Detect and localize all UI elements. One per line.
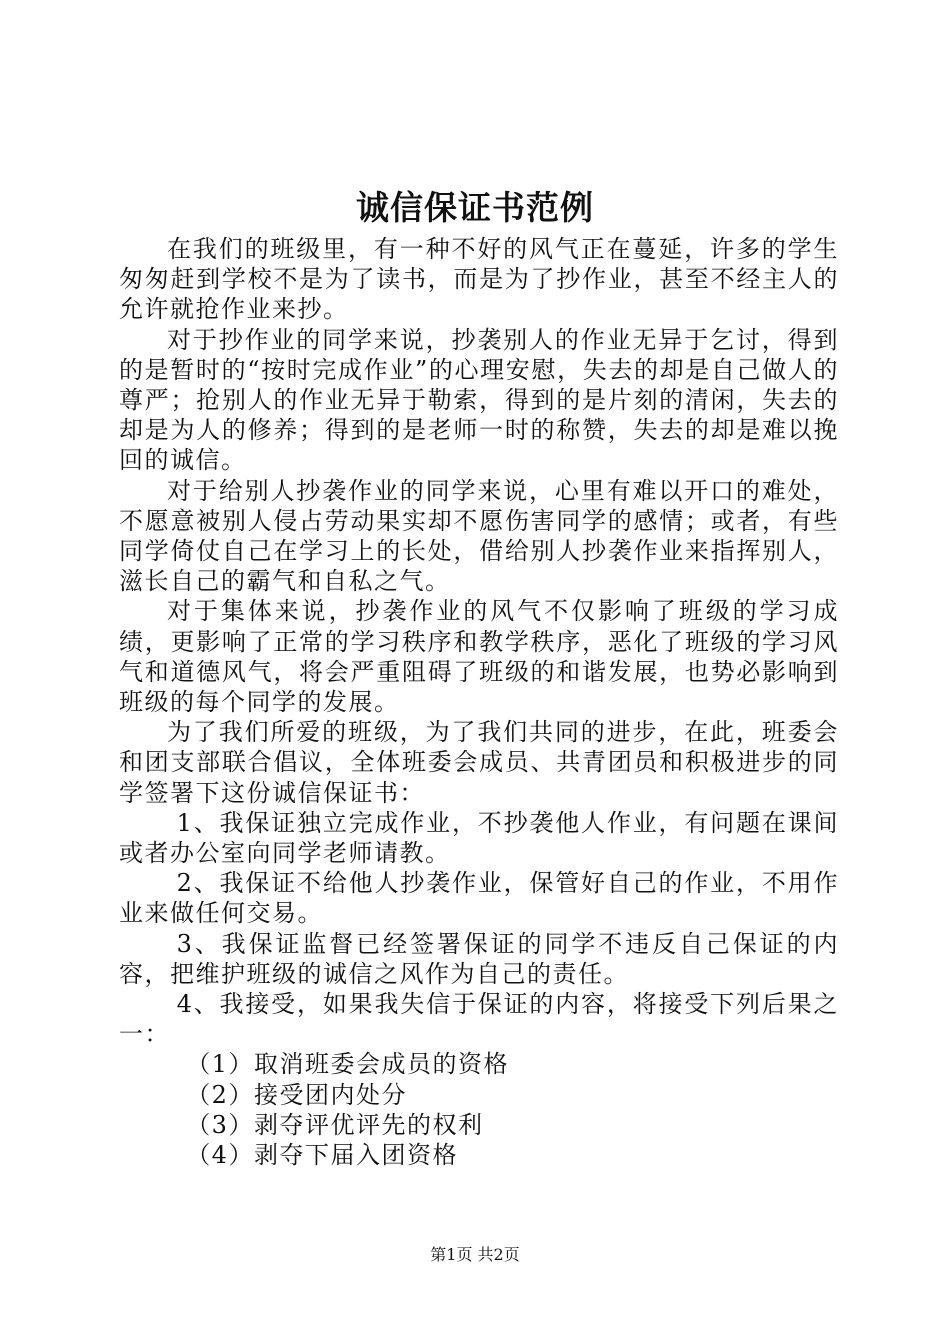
pledge-item: 4、我接受，如果我失信于保证的内容，将接受下列后果之一： <box>119 990 839 1049</box>
body-paragraph: 在我们的班级里，有一种不好的风气正在蔓延，许多的学生匆匆赶到学校不是为了读书，而是为了抄作业，甚至不经主人的允许就抢作业来抄。 <box>119 235 839 324</box>
body-paragraph: 对于抄作业的同学来说，抄袭别人的作业无异于乞讨，得到的是暂时的“按时完成作业”的心理安慰，失去的却是自己做人的尊严；抢别人的作业无异于勒索，得到的是片刻的清闲，失去的却是为人的修养；得到的是老师一时的称赞，失去的却是难以挽回的诚信。 <box>119 325 839 475</box>
document-title: 诚信保证书范例 <box>356 188 594 227</box>
consequence-item: （4）剥夺下届入团资格 <box>186 1141 458 1170</box>
body-paragraph: 为了我们所爱的班级，为了我们共同的进步，在此，班委会和团支部联合倡议，全体班委会成员、共青团员和积极进步的同学签署下这份诚信保证书： <box>119 718 839 807</box>
consequence-item: （3）剥夺评优评先的权利 <box>186 1110 484 1139</box>
consequence-item: （1）取消班委会成员的资格 <box>186 1050 509 1079</box>
body-paragraph: 对于集体来说，抄袭作业的风气不仅影响了班级的学习成绩，更影响了正常的学习秩序和教学秩序，恶化了班级的学习风气和道德风气，将会严重阻碍了班级的和谐发展，也势必影响到班级的每个同学的发展。 <box>119 597 839 717</box>
consequence-item: （2）接受团内处分 <box>186 1080 407 1109</box>
pledge-item: 2、我保证不给他人抄袭作业，保管好自己的作业，不用作业来做任何交易。 <box>119 869 839 928</box>
pledge-item: 1、我保证独立完成作业，不抄袭他人作业，有问题在课间或者办公室向同学老师请教。 <box>119 808 839 868</box>
body-paragraph: 对于给别人抄袭作业的同学来说，心里有难以开口的难处，不愿意被别人侵占劳动果实却不愿伤害同学的感情；或者，有些同学倚仗自己在学习上的长处，借给别人抄袭作业来指挥别人，滋长自己的霸气和自私之气。 <box>119 476 839 596</box>
pledge-item: 3、我保证监督已经签署保证的同学不违反自己保证的内容，把维护班级的诚信之风作为自己的责任。 <box>119 929 839 988</box>
page-number: 第1页 共2页 <box>430 1245 520 1264</box>
document-body <box>119 234 839 1170</box>
